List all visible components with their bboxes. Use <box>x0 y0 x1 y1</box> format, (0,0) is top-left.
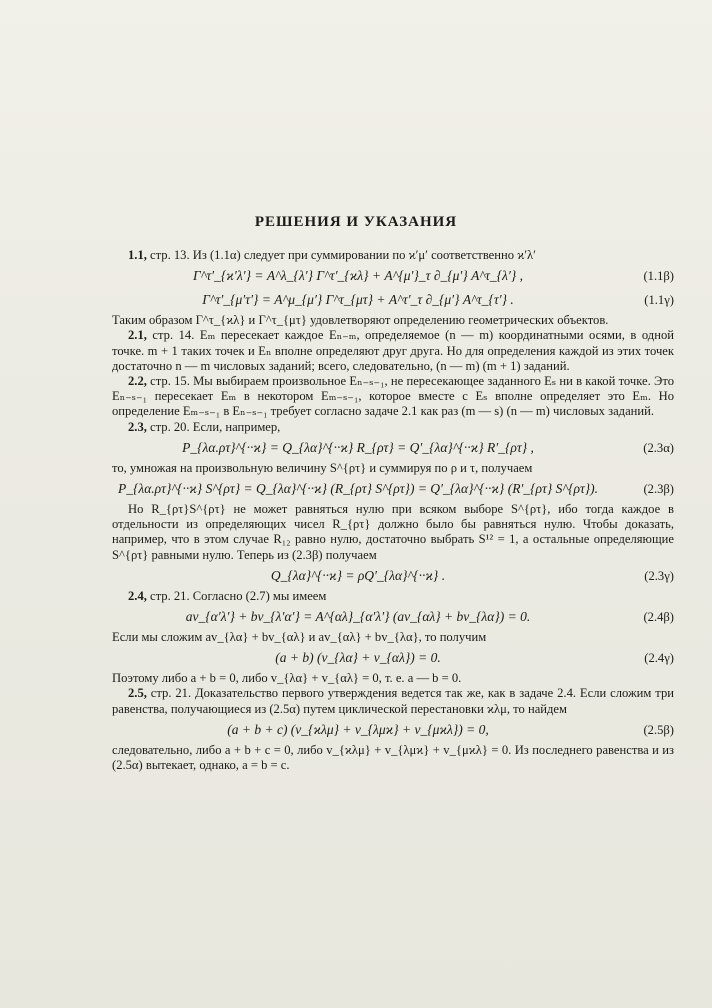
solution-number: 2.2, <box>128 374 147 389</box>
solution-number: 2.3, <box>128 419 147 434</box>
equation-tag: (2.5β) <box>643 722 674 737</box>
equation-tag: (2.3γ) <box>644 568 674 583</box>
formula: P_{λα.ρτ}^{··ϰ} S^{ρτ} = Q_{λα}^{··ϰ} (R_{ρτ} S^{ρτ}) = Q′_{λα}^{··ϰ} (R′_{ρτ} S^{ρτ}). <box>117 481 599 497</box>
formula: Q_{λα}^{··ϰ} = ρQ′_{λα}^{··ϰ} . <box>270 567 446 583</box>
equation <box>112 437 674 459</box>
equation-tag: (2.4β) <box>643 610 674 625</box>
solution-text: стр. 21. Доказательство первого утверждения ведется так же, как в задаче 2.4. Если сложим три равенства, получающиеся из (2.5α) путем циклической перестановки ϰλμ, то найдем <box>112 686 674 716</box>
equation <box>112 478 674 500</box>
equation <box>112 265 674 287</box>
equation <box>112 289 674 311</box>
solution-2-3 <box>112 420 674 435</box>
formula: Γ^τ′_{ϰ′λ′} = A^λ_{λ′} Γ^τ′_{ϰλ} + A^{μ′}_τ ∂_{μ′} A^τ_{λ′} , <box>192 268 524 284</box>
equation-tag: (2.4γ) <box>644 651 674 666</box>
paragraph: то, умножая на произвольную величину S^{ρτ} и суммируя по ρ и τ, получаем <box>112 460 533 475</box>
equation <box>112 565 674 587</box>
formula: Γ^τ′_{μ′τ′} = A^μ_{μ′} Γ^τ_{μτ} + A^τ′_τ ∂_{μ′} A^τ_{τ′} . <box>202 292 514 308</box>
solution-number: 2.5, <box>128 686 147 701</box>
equation-tag: (2.3α) <box>643 440 674 455</box>
solution-text: стр. 13. Из (1.1α) следует при суммировании по ϰ′μ′ соответственно ϰ′λ′ <box>146 248 536 262</box>
equation-tag: (1.1β) <box>643 269 674 284</box>
paragraph: Поэтому либо a + b = 0, либо v_{λα} + v_{αλ} = 0, т. е. a — b = 0. <box>112 671 462 686</box>
equation-tag: (1.1γ) <box>644 293 674 308</box>
equation <box>112 606 674 628</box>
page-heading: РЕШЕНИЯ И УКАЗАНИЯ <box>254 214 458 230</box>
solution-number: 1.1, <box>128 248 147 262</box>
paragraph: Но R_{ρτ}S^{ρτ} не может равняться нулю при всяком выборе S^{ρτ}, ибо тогда каждое в отдельности из определяющих чисел R_{ρτ} должно было бы равняться нулю. Чтобы доказать, например, что в этом случае R₁₂ равно нулю, достаточно выбрать S¹² = 1, а остальные определяющие S^{ρτ} равными нулю. Теперь из (2.3β) получаем <box>112 502 674 562</box>
solution-number: 2.1, <box>128 328 147 343</box>
solution-text: стр. 21. Согласно (2.7) мы имеем <box>146 588 327 603</box>
paragraph: Таким образом Γ^τ_{ϰλ} и Γ^τ_{μτ} удовлетворяют определению геометрических объектов. <box>112 313 609 328</box>
solution-2-2 <box>112 374 674 420</box>
formula: av_{α′λ′} + bv_{λ′α′} = A^{αλ}_{α′λ′} (av_{αλ} + bv_{λα}) = 0. <box>185 609 531 625</box>
equation <box>112 647 674 669</box>
paragraph: Если мы сложим av_{λα} + bv_{αλ} и av_{αλ} + bv_{λα}, то получим <box>112 630 487 645</box>
solution-2-4 <box>112 589 674 604</box>
solution-text: стр. 15. Мы выбираем произвольное Eₙ₋ₛ₋₁, не пересекающее заданного Eₛ ни в какой точке. Это Eₙ₋ₛ₋₁ пересекает Eₘ в некотором Eₘ₋ₛ₋₁, которое вместе с Eₛ вполне определяет это Eₘ. Но определение Eₘ₋ₛ₋₁ в Eₙ₋ₛ₋₁ требует согласно задаче 2.1 как раз (m — s) (n — m) числовых заданий. <box>112 374 674 419</box>
paragraph: следовательно, либо a + b + c = 0, либо v_{ϰλμ} + v_{λμϰ} + v_{μϰλ} = 0. Из последнего равенства и из (2.5α) вытекает, однако, a = b = c. <box>112 742 674 773</box>
solution-text: стр. 14. Eₘ пересекает каждое Eₙ₋ₘ, определяемое (n — m) координатными осями, в одной точке. m + 1 таких точек и Eₙ вполне определяют друг друга. Но для определения каждой из этих точек достаточно n — m числовых заданий; всего, следовательно, (n — m) (m + 1) заданий. <box>112 328 674 373</box>
formula: P_{λα.ρτ}^{··ϰ} = Q_{λα}^{··ϰ} R_{ρτ} = Q′_{λα}^{··ϰ} R′_{ρτ} , <box>182 439 534 455</box>
solution-2-5 <box>112 686 674 716</box>
solution-1-1 <box>112 248 674 263</box>
solution-text: стр. 20. Если, например, <box>146 419 281 434</box>
formula: (a + b) (v_{λα} + v_{αλ}) = 0. <box>275 650 441 666</box>
equation-tag: (2.3β) <box>643 482 674 497</box>
solutions-text <box>112 248 674 773</box>
solution-number: 2.4, <box>128 588 147 603</box>
equation <box>112 719 674 741</box>
formula: (a + b + c) (v_{ϰλμ} + v_{λμϰ} + v_{μϰλ}) = 0, <box>227 721 489 737</box>
solution-2-1 <box>112 328 674 374</box>
